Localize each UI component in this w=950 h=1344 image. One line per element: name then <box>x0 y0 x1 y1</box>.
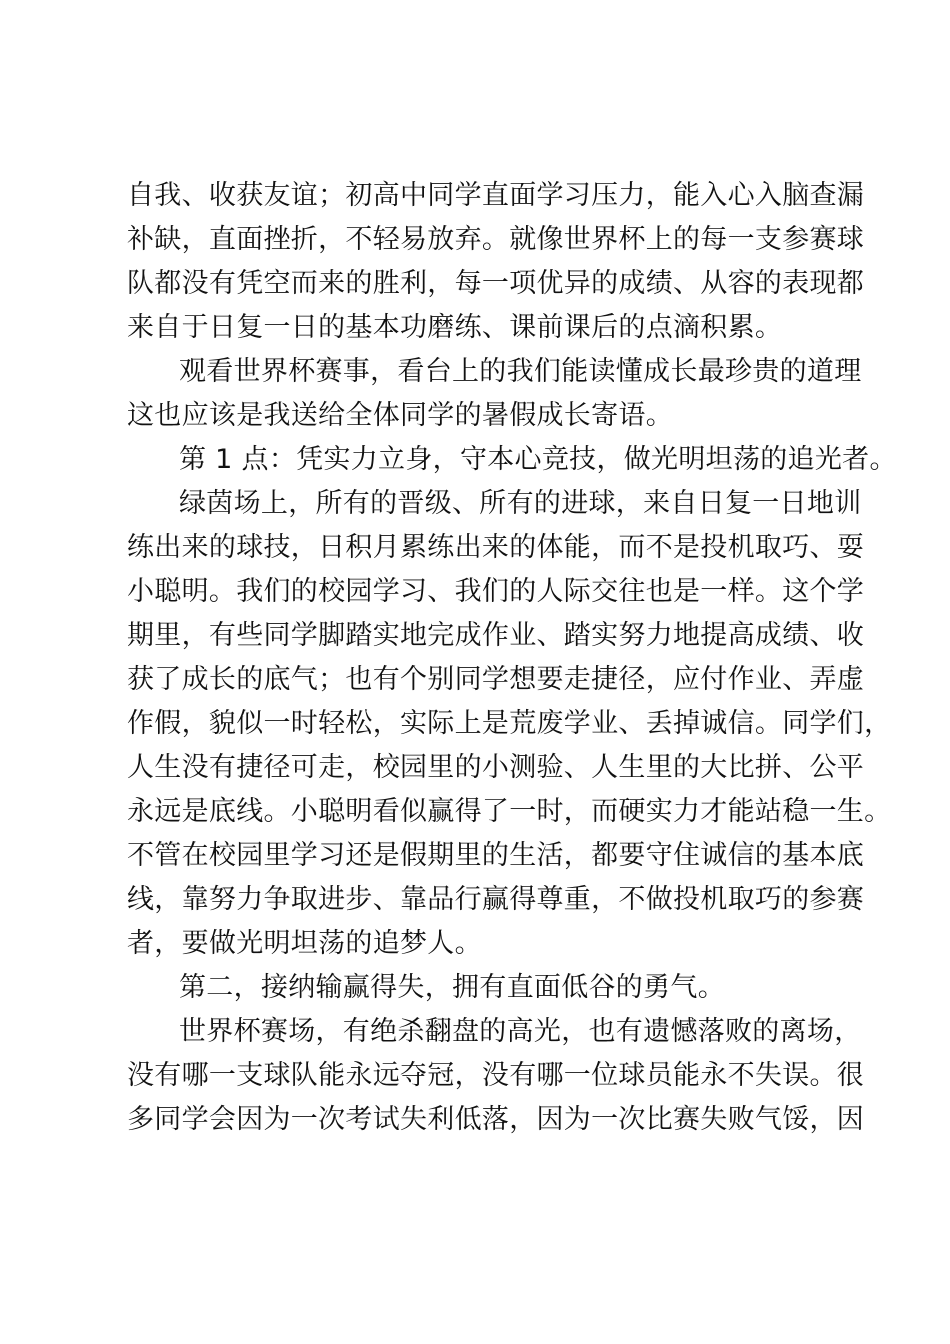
paragraph-first-line: 世界杯赛场，有绝杀翻盘的高光，也有遗憾落败的离场， <box>179 1016 862 1047</box>
text-line: 这也应该是我送给全体同学的暑假成长寄语。 <box>127 400 673 431</box>
text-line: 补缺，直面挫折，不轻易放弃。就像世界杯上的每一支参赛球 <box>127 224 865 255</box>
text-line: 队都没有凭空而来的胜利，每一项优异的成绩、从容的表现都 <box>127 268 865 299</box>
text-line: 练出来的球技，日积月累练出来的体能，而不是投机取巧、耍 <box>127 532 865 563</box>
text-line: 来自于日复一日的基本功磨练、课前课后的点滴积累。 <box>127 312 783 343</box>
text-line: 自我、收获友谊；初高中同学直面学习压力，能入心入脑查漏 <box>127 180 865 211</box>
text-line: 永远是底线。小聪明看似赢得了一时，而硬实力才能站稳一生。 <box>127 796 892 827</box>
text-line: 小聪明。我们的校园学习、我们的人际交往也是一样。这个学 <box>127 576 865 607</box>
text-line: 作假，貌似一时轻松，实际上是荒废学业、丢掉诚信。同学们， <box>127 708 892 739</box>
text-line: 多同学会因为一次考试失利低落，因为一次比赛失败气馁，因 <box>127 1104 865 1135</box>
text-line: 期里，有些同学脚踏实地完成作业、踏实努力地提高成绩、收 <box>127 620 865 651</box>
text-line: 线，靠努力争取进步、靠品行赢得尊重，不做投机取巧的参赛 <box>127 884 865 915</box>
text-line: 不管在校园里学习还是假期里的生活，都要守住诚信的基本底 <box>127 840 865 871</box>
text-line: 没有哪一支球队能永远夺冠，没有哪一位球员能永不失误。很 <box>127 1060 865 1091</box>
section-heading-1: 第 1 点：凭实力立身，守本心竞技，做光明坦荡的追光者。 <box>179 444 897 475</box>
text-line: 人生没有捷径可走，校园里的小测验、人生里的大比拼、公平 <box>127 752 865 783</box>
text-line: 获了成长的底气；也有个别同学想要走捷径，应付作业、弄虚 <box>127 664 865 695</box>
body-text <box>127 174 897 1142</box>
paragraph-first-line: 绿茵场上，所有的晋级、所有的进球，来自日复一日地训 <box>179 488 862 519</box>
paragraph-first-line: 观看世界杯赛事，看台上的我们能读懂成长最珍贵的道理 <box>179 356 862 387</box>
section-heading-2: 第二，接纳输赢得失，拥有直面低谷的勇气。 <box>179 972 725 1003</box>
text-line: 者，要做光明坦荡的追梦人。 <box>127 928 482 959</box>
